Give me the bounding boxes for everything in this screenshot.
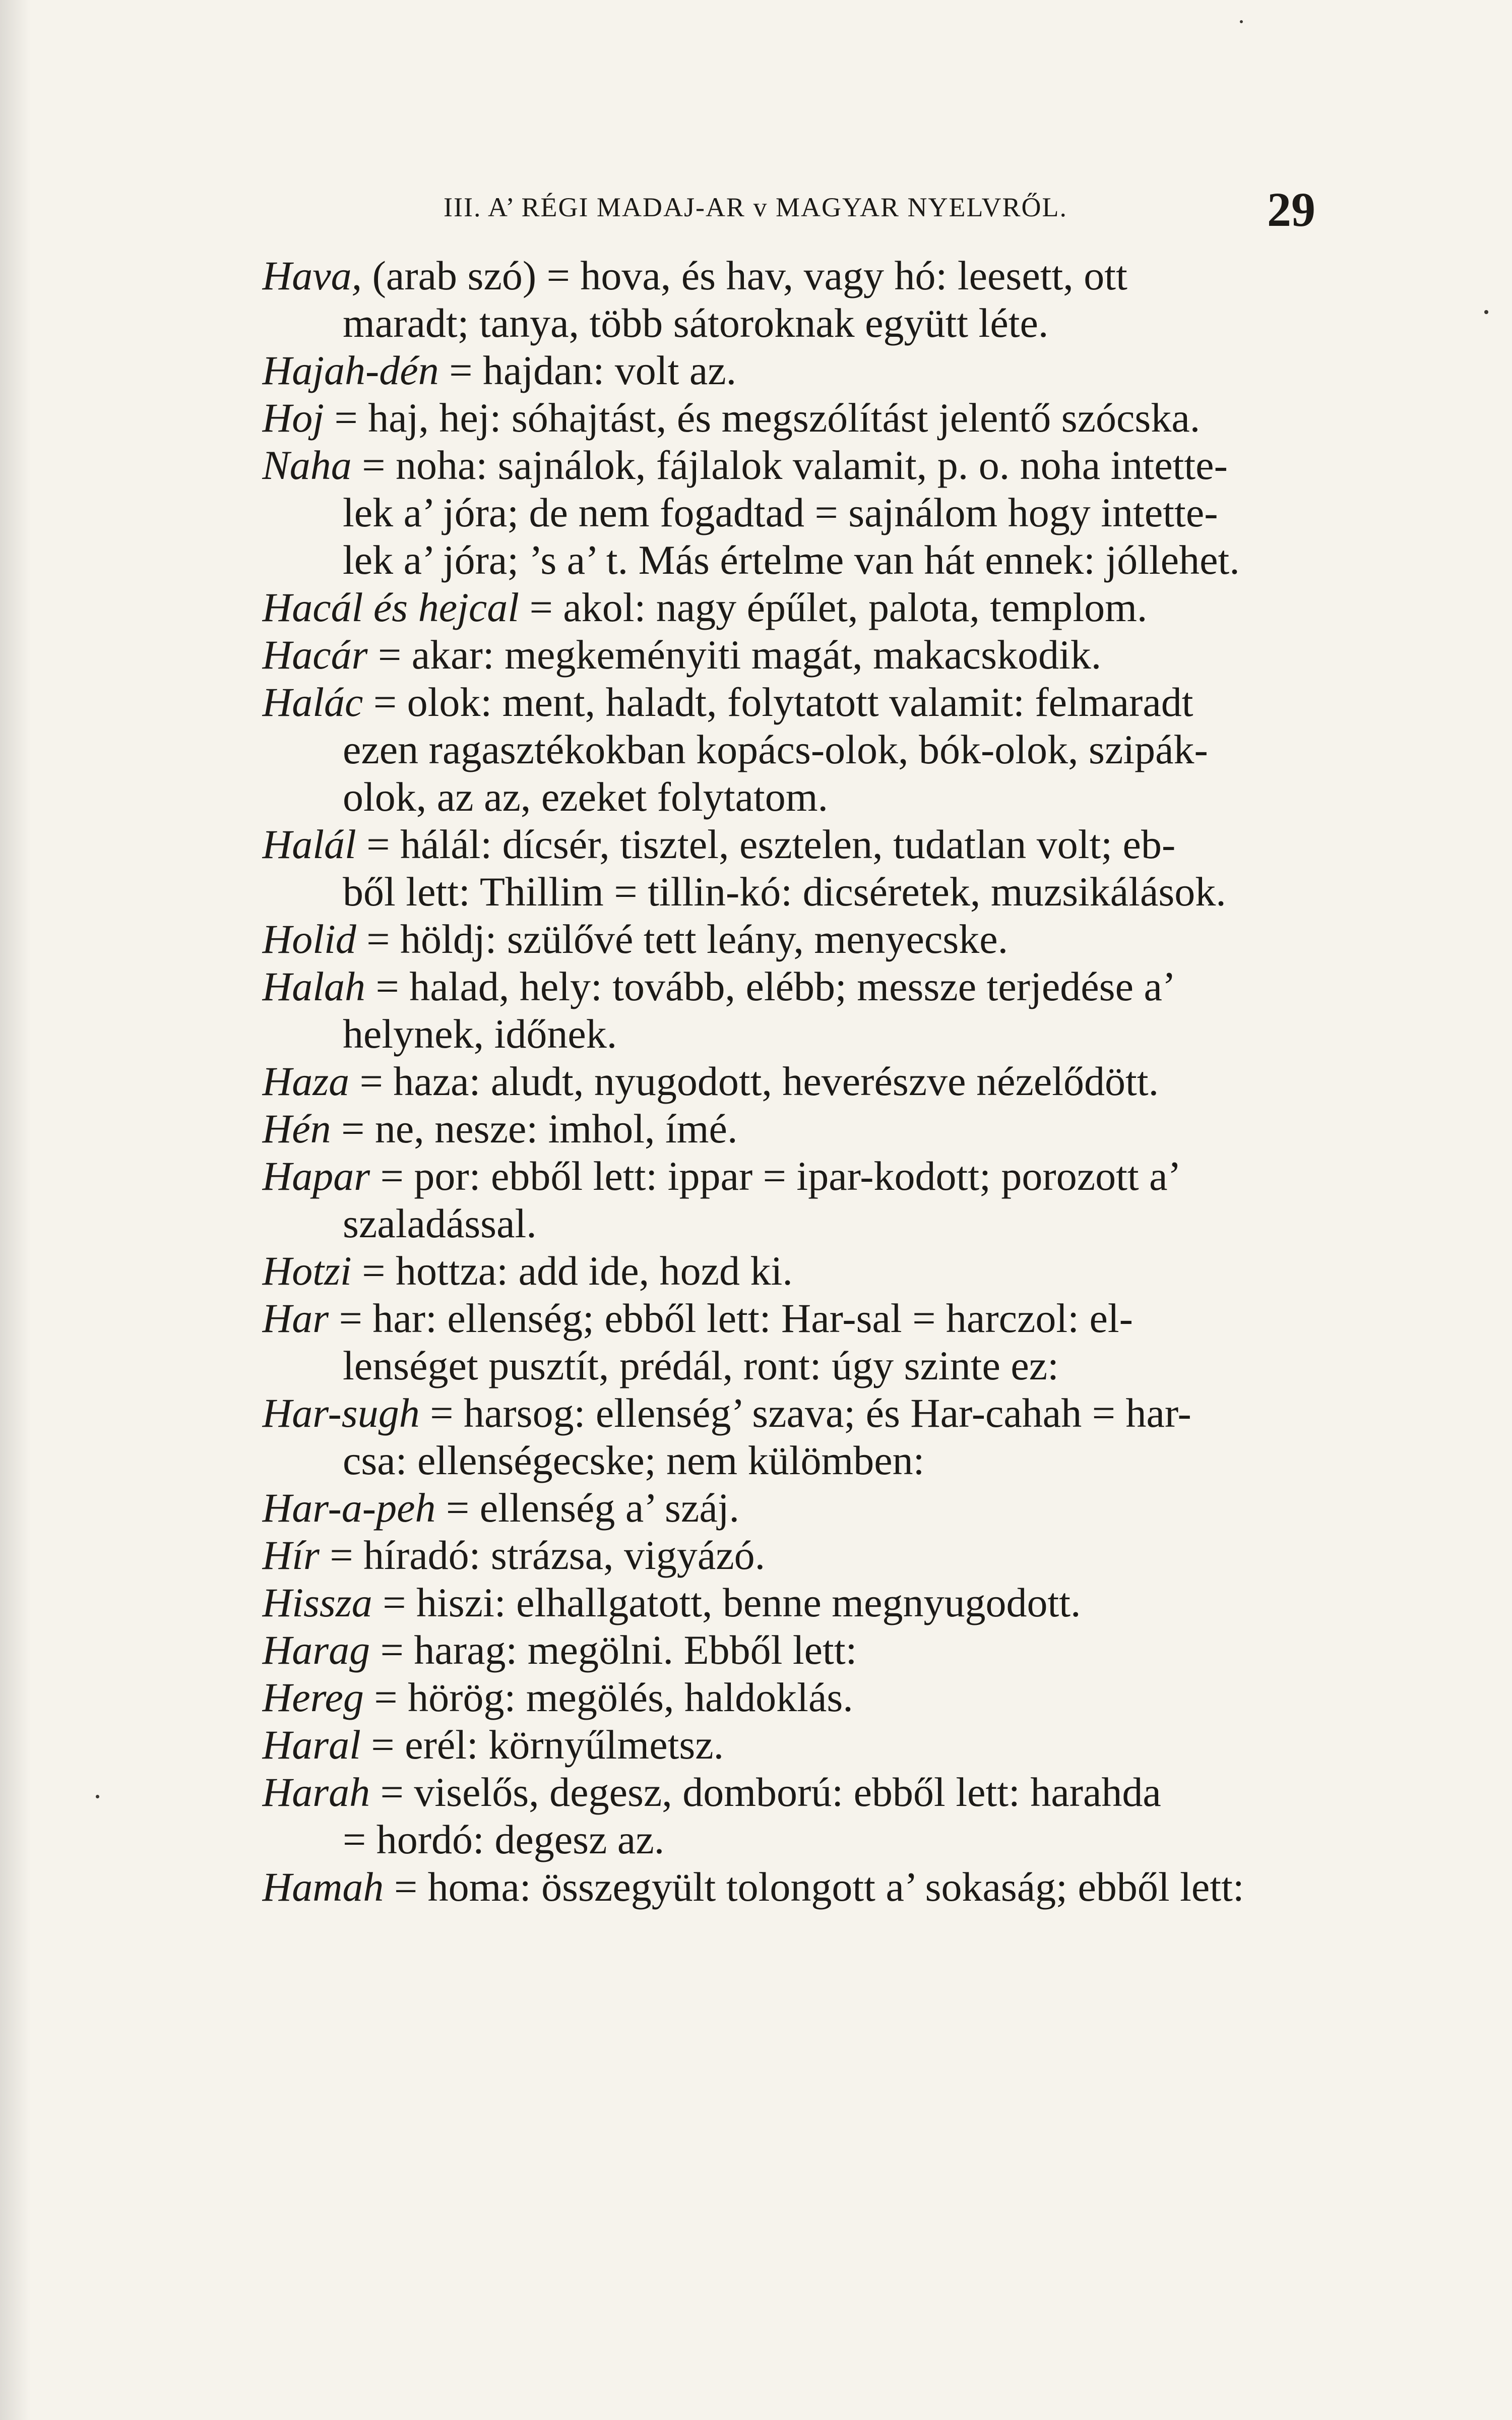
text-line [262, 1200, 1416, 1247]
paper-speck [96, 1795, 99, 1798]
definition-text: = ne, nesze: imhol, ímé. [331, 1106, 738, 1152]
running-title: III. A’ RÉGI MADAJ-AR v MAGYAR NYELVRŐL. [444, 192, 1067, 222]
definition-text: = akar: megkeményiti magát, makacskodik. [367, 632, 1102, 678]
definition-text: = hajdan: volt az. [438, 347, 737, 393]
headword: Hotzi [262, 1248, 352, 1294]
headword: Hír [262, 1532, 320, 1578]
definition-text: = haj, hej: sóhajtást, és megszólítást jelentő szócska. [324, 395, 1201, 441]
text-line [262, 1674, 1416, 1721]
definition-text: ből lett: Thillim = tillin-kó: dicséretek, muzsikálások. [343, 869, 1226, 915]
definition-text: = ellenség a’ száj. [435, 1485, 740, 1531]
definition-text: lenséget pusztít, prédál, ront: úgy szinte ez: [343, 1343, 1059, 1388]
text-line [262, 584, 1416, 631]
text-line [262, 1437, 1416, 1484]
text-line [262, 1010, 1416, 1058]
text-line [262, 347, 1416, 394]
definition-text: = viselős, degesz, domború: ebből lett: harahda [370, 1769, 1161, 1815]
headword: Halác [262, 679, 363, 725]
headword: Hava, [262, 253, 362, 298]
text-line [262, 252, 1416, 299]
headword: Hoj [262, 395, 324, 441]
text-line [262, 726, 1416, 773]
headword: Hajah-dén [262, 347, 439, 393]
running-header [444, 182, 1315, 237]
definition-text: lek a’ jóra; ’s a’ t. Más értelme van hát ennek: jóllehet. [343, 537, 1240, 583]
text-line [262, 868, 1416, 916]
text-line [262, 631, 1416, 679]
definition-text: szaladással. [343, 1200, 537, 1246]
definition-text: = olok: ment, haladt, folytatott valamit: felmaradt [363, 679, 1193, 725]
definition-text: = híradó: strázsa, vigyázó. [319, 1532, 766, 1578]
definition-text: = harsog: ellenség’ szava; és Har-cahah = har- [419, 1390, 1191, 1436]
dictionary-entries [262, 252, 1416, 1911]
headword: Hén [262, 1106, 331, 1152]
definition-text: maradt; tanya, több sátoroknak együtt léte. [343, 300, 1049, 346]
text-line [262, 1579, 1416, 1626]
definition-text: (arab szó) = hova, és hav, vagy hó: leesett, ott [362, 253, 1127, 298]
headword: Har-a-peh [262, 1485, 436, 1531]
definition-text: = hordó: degesz az. [343, 1817, 665, 1862]
text-line [262, 1816, 1416, 1863]
headword: Halál [262, 821, 356, 867]
definition-text: = hörög: megölés, haldoklás. [363, 1674, 853, 1720]
text-line [262, 536, 1416, 584]
headword: Harah [262, 1769, 370, 1815]
headword: Har [262, 1295, 329, 1341]
headword: Hapar [262, 1153, 370, 1199]
definition-text: = hálál: dícsér, tisztel, esztelen, tudatlan volt; eb- [356, 821, 1176, 867]
text-line [262, 1105, 1416, 1153]
definition-text: = homa: összegyült tolongott a’ sokaság; ebből lett: [384, 1864, 1244, 1910]
text-line [262, 679, 1416, 726]
definition-text: = hiszi: elhallgatott, benne megnyugodott. [372, 1580, 1081, 1625]
page-edge-shadow [0, 0, 30, 2420]
definition-text: = halad, hely: tovább, elébb; messze terjedése a’ [365, 963, 1176, 1009]
definition-text: = akol: nagy épűlet, palota, templom. [519, 584, 1148, 630]
headword: Hissza [262, 1580, 372, 1625]
definition-text: = hottza: add ide, hozd ki. [351, 1248, 793, 1294]
definition-text: lek a’ jóra; de nem fogadtad = sajnálom hogy intette- [343, 490, 1218, 535]
text-line [262, 1342, 1416, 1389]
text-line [262, 1532, 1416, 1579]
text-line [262, 1626, 1416, 1674]
definition-text: = por: ebből lett: ippar = ipar-kodott; porozott a’ [370, 1153, 1181, 1199]
headword: Hereg [262, 1674, 364, 1720]
headword: Holid [262, 916, 356, 962]
paper-speck [1240, 20, 1243, 23]
text-line [262, 963, 1416, 1010]
definition-text: = harag: megölni. Ebből lett: [370, 1627, 857, 1673]
definition-text: = höldj: szülővé tett leány, menyecske. [356, 916, 1009, 962]
text-line [262, 299, 1416, 347]
headword: Hamah [262, 1864, 384, 1910]
text-line [262, 1247, 1416, 1295]
text-line [262, 394, 1416, 442]
text-line [262, 821, 1416, 868]
text-line [262, 1769, 1416, 1816]
definition-text: ezen ragasztékokban kopács-olok, bók-olok, szipák- [343, 727, 1208, 772]
text-line [262, 489, 1416, 536]
definition-text: csa: ellenségecske; nem külömben: [343, 1437, 925, 1483]
definition-text: = erél: környűlmetsz. [360, 1722, 724, 1768]
text-line [262, 442, 1416, 489]
text-line [262, 1484, 1416, 1532]
text-line [262, 773, 1416, 821]
page-number: 29 [1267, 183, 1315, 236]
text-line [262, 1863, 1416, 1911]
text-line [262, 1153, 1416, 1200]
definition-text: helynek, időnek. [343, 1011, 617, 1057]
text-line [262, 916, 1416, 963]
text-line [262, 1295, 1416, 1342]
definition-text: olok, az az, ezeket folytatom. [343, 774, 829, 820]
headword: Naha [262, 442, 352, 488]
text-line [262, 1721, 1416, 1769]
headword: Haral [262, 1722, 361, 1768]
definition-text: = har: ellenség; ebből lett: Har-sal = harczol: el- [329, 1295, 1133, 1341]
definition-text: = haza: aludt, nyugodott, heverészve nézelődött. [349, 1058, 1159, 1104]
definition-text: = noha: sajnálok, fájlalok valamit, p. o. noha intette- [351, 442, 1228, 488]
headword: Hacál és hejcal [262, 584, 520, 630]
headword: Hacár [262, 632, 368, 678]
headword: Halah [262, 963, 365, 1009]
paper-speck [1484, 310, 1488, 314]
text-line [262, 1389, 1416, 1437]
headword: Harag [262, 1627, 370, 1673]
text-line [262, 1058, 1416, 1105]
headword: Har-sugh [262, 1390, 420, 1436]
headword: Haza [262, 1058, 350, 1104]
